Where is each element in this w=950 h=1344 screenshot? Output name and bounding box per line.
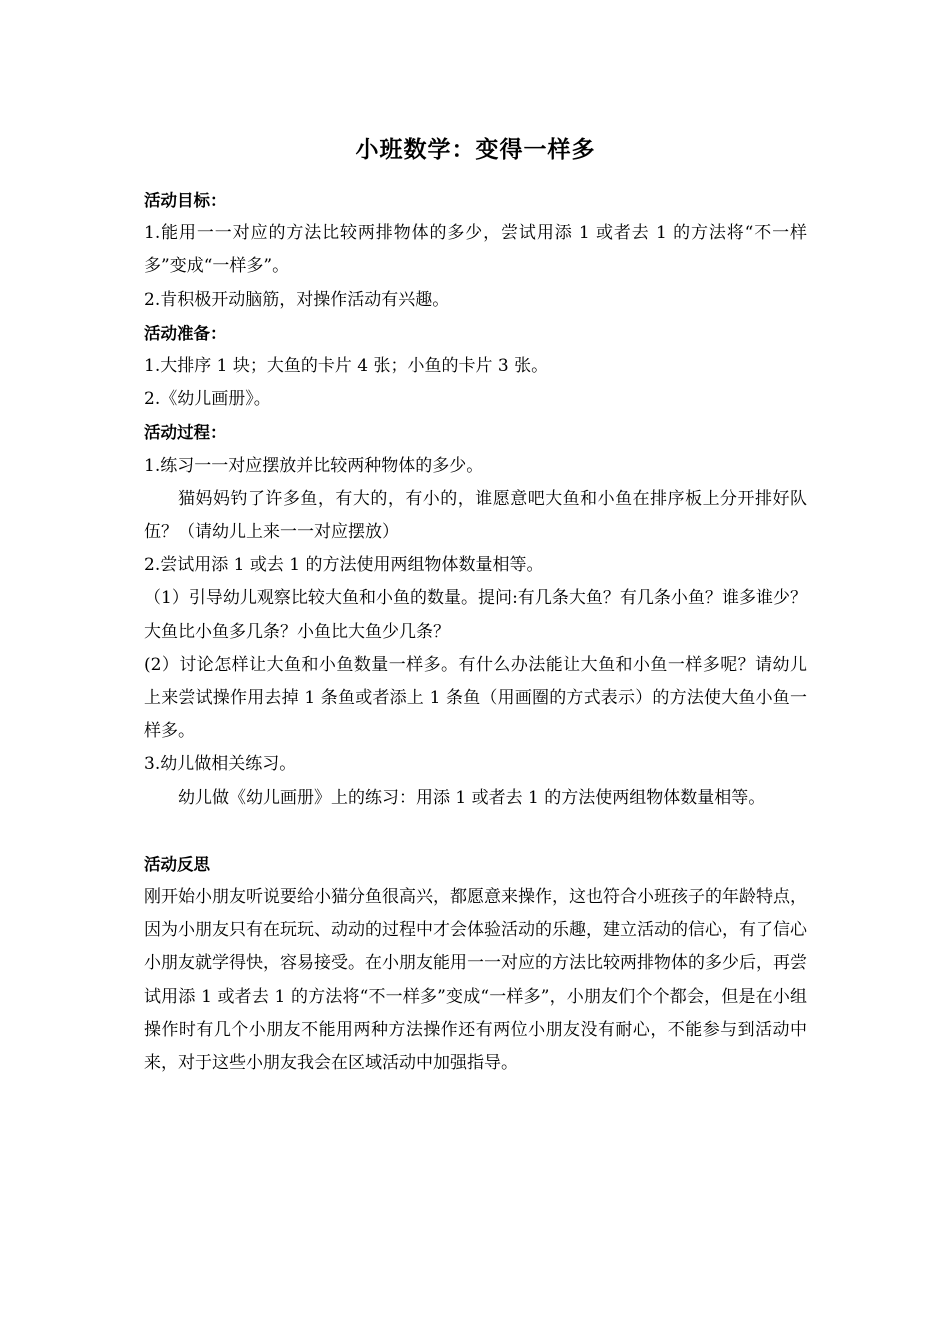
goal-item-2: 2.肯积极开动脑筋，对操作活动有兴趣。	[144, 289, 450, 310]
document-body	[144, 184, 807, 1080]
reflection-text: 刚开始小朋友听说要给小猫分鱼很高兴，都愿意来操作，这也符合小班孩子的年龄特点，因为小朋友只有在玩玩、动动的过程中才会体验活动的乐趣，建立活动的信心，有了信心小朋友就学得快，容易接受。在小朋友能用一一对应的方法比较两排物体的多少后，再尝试用添 1 或者去 1 的方法将“不一样多”变成“一样多”，小朋友们个个都会，但是在小组操作时有几个小朋友不能用两种方法操作还有两位小朋友没有耐心，不能参与到活动中来，对于这些小朋友我会在区域活动中加强指导。	[144, 887, 807, 1074]
process-step-2a: （1）引导幼儿观察比较大鱼和小鱼的数量。提问:有几条大鱼？有几条小鱼？谁多谁少？大鱼比小鱼多几条？小鱼比大鱼少几条？	[144, 588, 807, 642]
prep-item-1: 1.大排序 1 块；大鱼的卡片 4 张；小鱼的卡片 3 张。	[144, 356, 549, 377]
process-step-2: 2.尝试用添 1 或去 1 的方法使用两组物体数量相等。	[144, 555, 544, 576]
prep-item-2: 2.《幼儿画册》。	[144, 389, 271, 410]
prep-heading: 活动准备：	[144, 323, 227, 343]
reflection-heading: 活动反思	[144, 854, 210, 874]
process-step-1-detail: 猫妈妈钓了许多鱼，有大的，有小的，谁愿意吧大鱼和小鱼在排序板上分开排好队伍？（请幼儿上来一一对应摆放）	[144, 488, 807, 543]
process-heading: 活动过程：	[144, 423, 227, 443]
process-step-1: 1.练习一一对应摆放并比较两种物体的多少。	[144, 455, 484, 476]
section-spacer	[144, 815, 807, 848]
goals-heading: 活动目标：	[144, 191, 227, 210]
process-step-2b: (2）讨论怎样让大鱼和小鱼数量一样多。有什么办法能让大鱼和小鱼一样多呢？请幼儿上来尝试操作用去掉 1 条鱼或者添上 1 条鱼（用画圈的方式表示）的方法使大鱼小鱼一样多。	[144, 654, 807, 742]
document-title: 小班数学：变得一样多	[355, 137, 596, 163]
process-step-3-detail: 幼儿做《幼儿画册》上的练习：用添 1 或者去 1 的方法使两组物体数量相等。	[178, 787, 766, 808]
goal-item-1: 1.能用一一对应的方法比较两排物体的多少，尝试用添 1 或者去 1 的方法将“不一样多”变成“一样多”。	[144, 223, 807, 277]
process-step-3: 3.幼儿做相关练习。	[144, 754, 297, 775]
